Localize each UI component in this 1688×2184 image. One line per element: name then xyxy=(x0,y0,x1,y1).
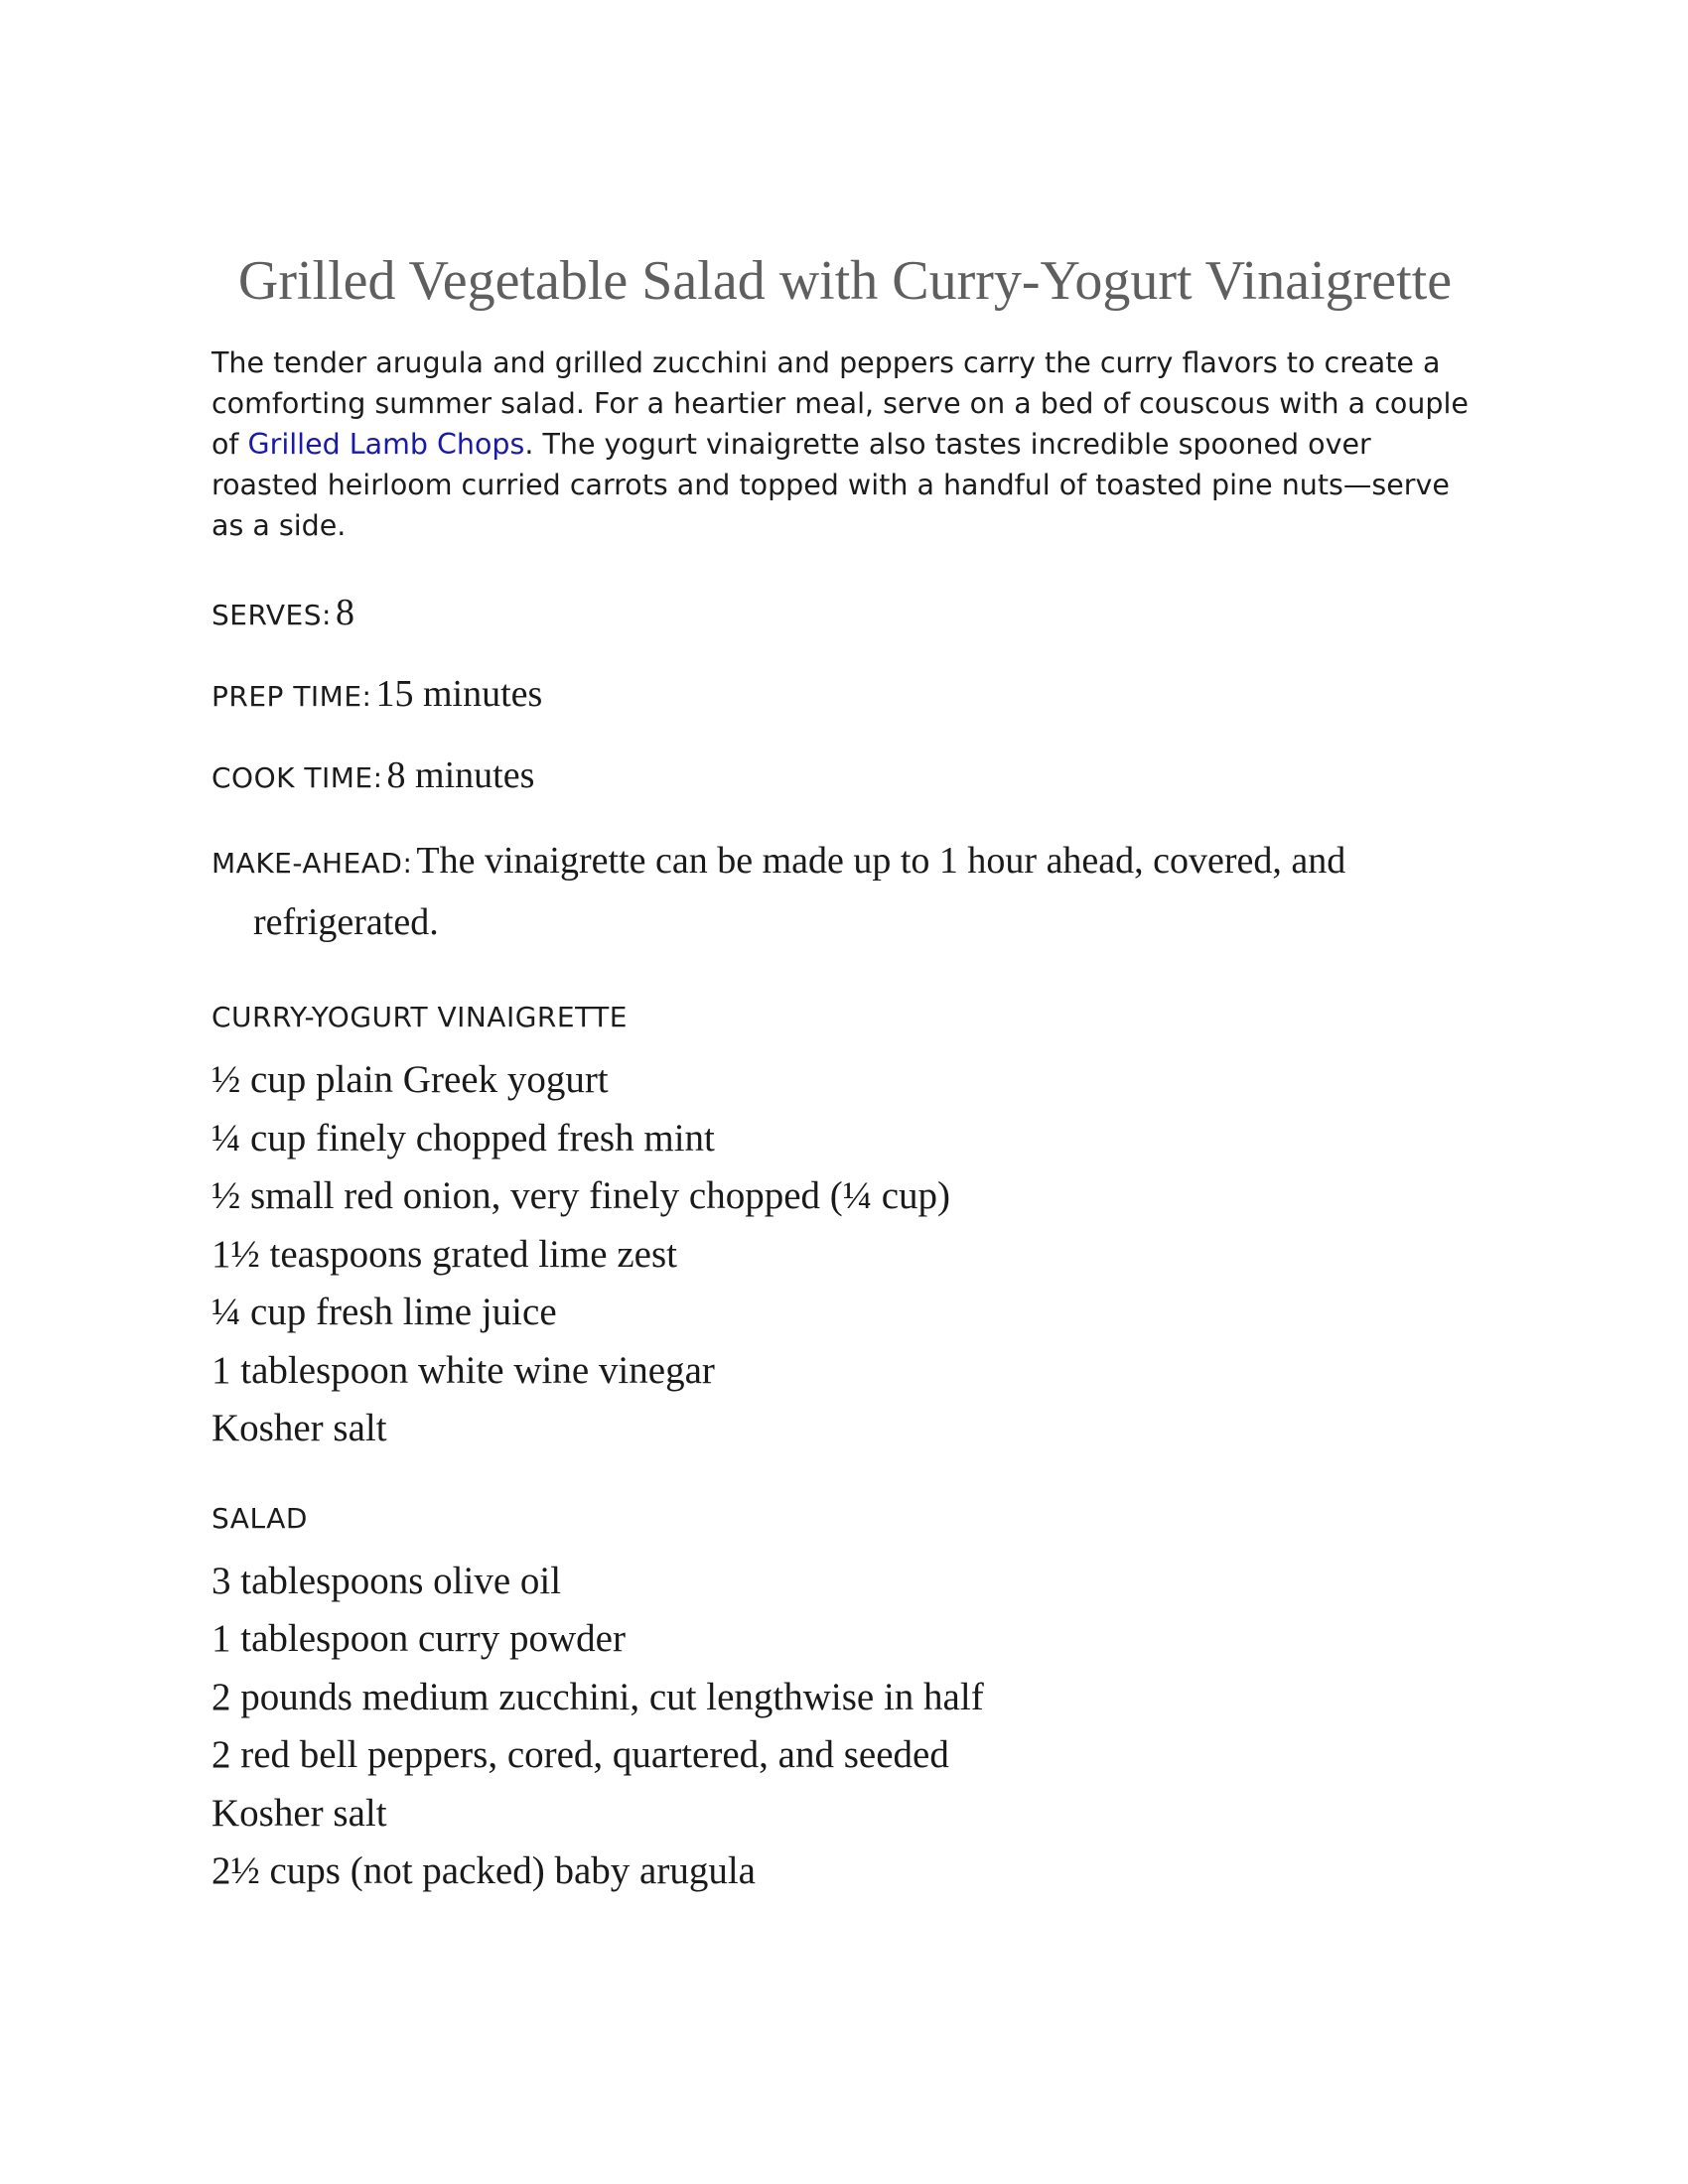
ingredient-item: Kosher salt xyxy=(211,1407,387,1450)
serves-label: SERVES: xyxy=(211,599,332,632)
vinaigrette-heading: CURRY-YOGURT VINAIGRETTE xyxy=(211,1001,628,1034)
intro-text-start: The tender arugula and grilled zucchini and peppers carry the curry flavors to create a comforting summer salad. For a heartier meal, serve on a bed of couscous with a couple of xyxy=(211,346,1469,462)
ingredient-item: ½ cup plain Greek yogurt xyxy=(211,1058,609,1102)
make-ahead-row xyxy=(211,834,1478,957)
cook-time-label: COOK TIME: xyxy=(211,761,383,795)
recipe-intro xyxy=(211,342,1478,546)
ingredient-item: Kosher salt xyxy=(211,1791,387,1835)
salad-heading: SALAD xyxy=(211,1501,308,1535)
serves-value: 8 xyxy=(335,592,354,634)
prep-time-value: 15 minutes xyxy=(375,673,543,716)
cook-time-value: 8 minutes xyxy=(386,754,535,797)
recipe-page xyxy=(211,248,1478,1901)
intro-text-end: . The yogurt vinaigrette also tastes incredible spooned over roasted heirloom curried carrots and topped with a handful of toasted pine nuts—serve as a side. xyxy=(211,428,1450,543)
prep-time-row xyxy=(211,671,1478,725)
grilled-lamb-chops-link[interactable]: Grilled Lamb Chops xyxy=(247,428,525,462)
ingredient-item: 2½ cups (not packed) baby arugula xyxy=(211,1849,756,1893)
ingredient-item: 2 red bell peppers, cored, quartered, and seeded xyxy=(211,1733,949,1777)
ingredient-item: ¼ cup finely chopped fresh mint xyxy=(211,1116,715,1160)
ingredient-item: ¼ cup fresh lime juice xyxy=(211,1291,557,1334)
vinaigrette-ingredient-list xyxy=(211,1051,1478,1458)
make-ahead-value: The vinaigrette can be made up to 1 hour ahead, covered, and refrigerated. xyxy=(253,840,1346,944)
cook-time-row xyxy=(211,752,1478,806)
salad-ingredient-list xyxy=(211,1553,1478,1901)
ingredient-item: 1 tablespoon white wine vinegar xyxy=(211,1348,715,1392)
ingredient-item: 1 tablespoon curry powder xyxy=(211,1617,626,1661)
recipe-title: Grilled Vegetable Salad with Curry-Yogurt Vinaigrette xyxy=(237,250,1453,312)
make-ahead-label: MAKE-AHEAD: xyxy=(211,847,413,881)
serves-row xyxy=(211,590,1478,643)
ingredient-item: ½ small red onion, very finely chopped (¼ cup) xyxy=(211,1174,951,1218)
prep-time-label: PREP TIME: xyxy=(211,680,372,714)
ingredient-item: 2 pounds medium zucchini, cut lengthwise in half xyxy=(211,1675,984,1718)
ingredient-item: 1½ teaspoons grated lime zest xyxy=(211,1232,677,1276)
ingredient-item: 3 tablespoons olive oil xyxy=(211,1559,562,1602)
